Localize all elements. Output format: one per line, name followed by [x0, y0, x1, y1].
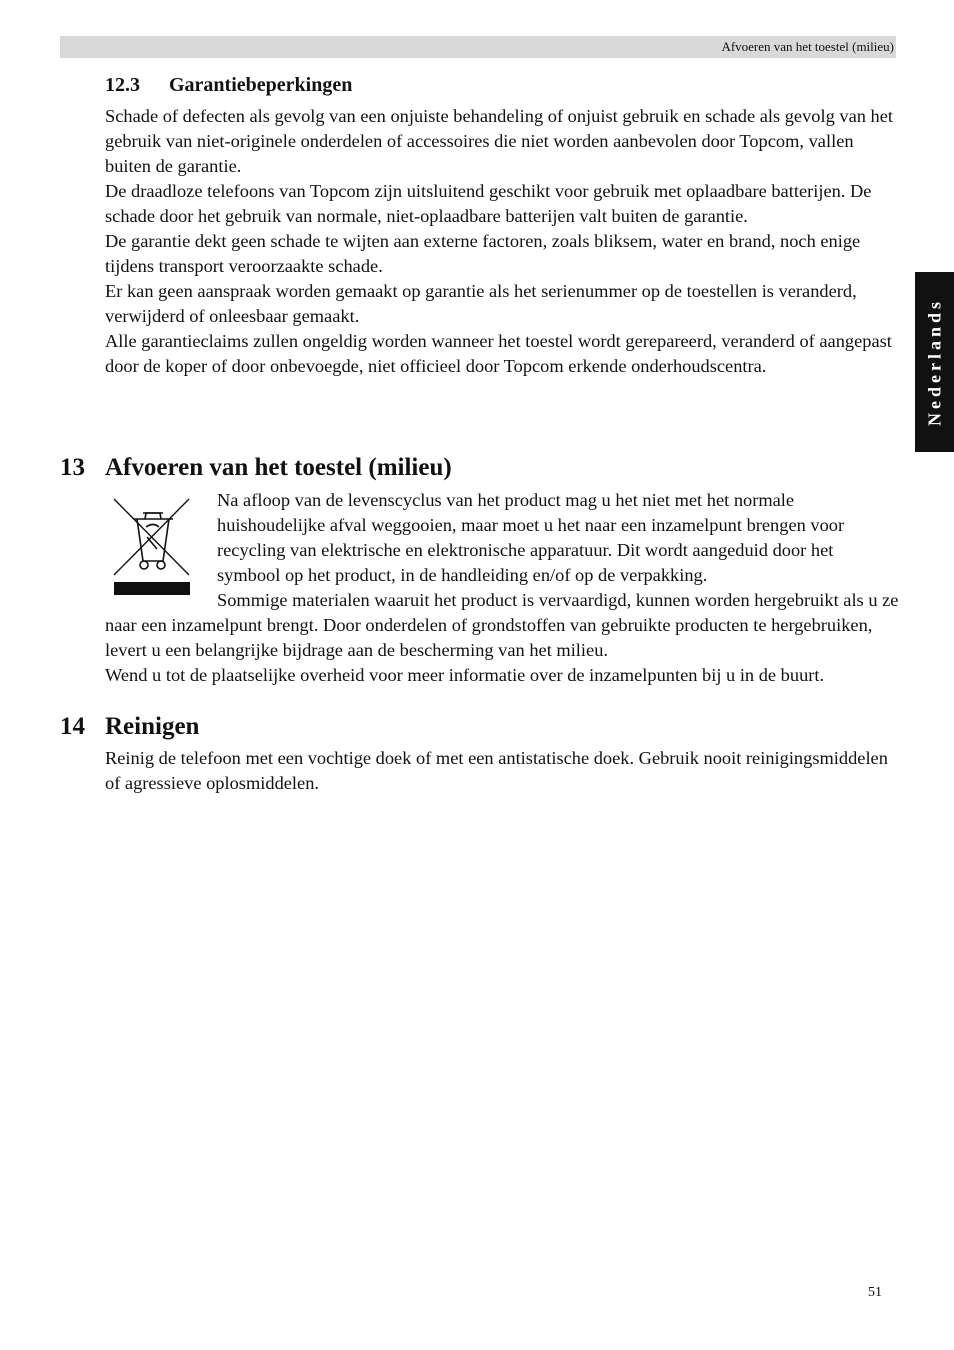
paragraph: Wend u tot de plaatselijke overheid voor meer informatie over de inzamelpunten bij u in de buurt.	[105, 665, 825, 685]
section-14-title: Reinigen	[105, 713, 200, 740]
section-13-title: Afvoeren van het toestel (milieu)	[105, 454, 452, 481]
running-header	[60, 36, 896, 58]
section-12-3-body	[105, 104, 900, 379]
section-14-number: 14	[60, 713, 85, 740]
section-12-3-number: 12.3	[105, 74, 140, 96]
paragraph: Alle garantieclaims zullen ongeldig worden wanneer het toestel wordt gerepareerd, veranderd of aangepast door de koper of door onbevoegde, niet officieel door Topcom erkende onderhoudscentra.	[105, 331, 892, 376]
language-tab	[915, 272, 954, 452]
section-14-heading	[60, 712, 199, 742]
paragraph: De draadloze telefoons van Topcom zijn uitsluitend geschikt voor gebruik met oplaadbare batterijen. De schade door het gebruik van normale, niet-oplaadbare batterijen valt buiten de garantie.	[105, 181, 872, 226]
section-12-3-heading	[105, 73, 352, 97]
section-14-body	[105, 746, 900, 796]
paragraph: De garantie dekt geen schade te wijten aan externe factoren, zoals bliksem, water en brand, noch enige tijdens transport veroorzaakte schade.	[105, 231, 861, 276]
language-tab-label: Nederlands	[924, 297, 944, 427]
section-13-number: 13	[60, 454, 85, 481]
section-13-body	[105, 488, 900, 688]
section-13-heading	[60, 453, 452, 483]
paragraph: Schade of defecten als gevolg van een onjuiste behandeling of onjuist gebruik en schade als gevolg van het gebruik van niet-originele onderdelen of accessoires die niet worden aanbevolen door Topcom, vallen buiten de garantie.	[105, 106, 893, 176]
paragraph: Sommige materialen waaruit het product is vervaardigd, kunnen worden hergebruikt als u ze naar een inzamelpunt brengt. Door onderdelen of grondstoffen van gebruikte producten te hergebruiken, levert u een belangrijke bijdrage aan de bescherming van het milieu.	[105, 590, 899, 660]
paragraph: Reinig de telefoon met een vochtige doek of met een antistatische doek. Gebruik nooit reinigingsmiddelen of agressieve oplosmiddelen.	[105, 748, 888, 793]
paragraph: Na afloop van de levenscyclus van het product mag u het niet met het normale huishoudelijke afval weggooien, maar moet u het naar een inzamelpunt brengen voor recycling van elektrische en elektronische apparatuur. Dit wordt aangeduid door het symbool op het product, in de handleiding en/of op de verpakking.	[217, 490, 845, 585]
section-12-3-title: Garantiebeperkingen	[169, 74, 353, 96]
paragraph: Er kan geen aanspraak worden gemaakt op garantie als het serienummer op de toestellen is veranderd, verwijderd of onleesbaar gemaakt.	[105, 281, 857, 326]
page-number: 51	[868, 1285, 882, 1300]
running-header-title: Afvoeren van het toestel (milieu)	[721, 39, 894, 54]
